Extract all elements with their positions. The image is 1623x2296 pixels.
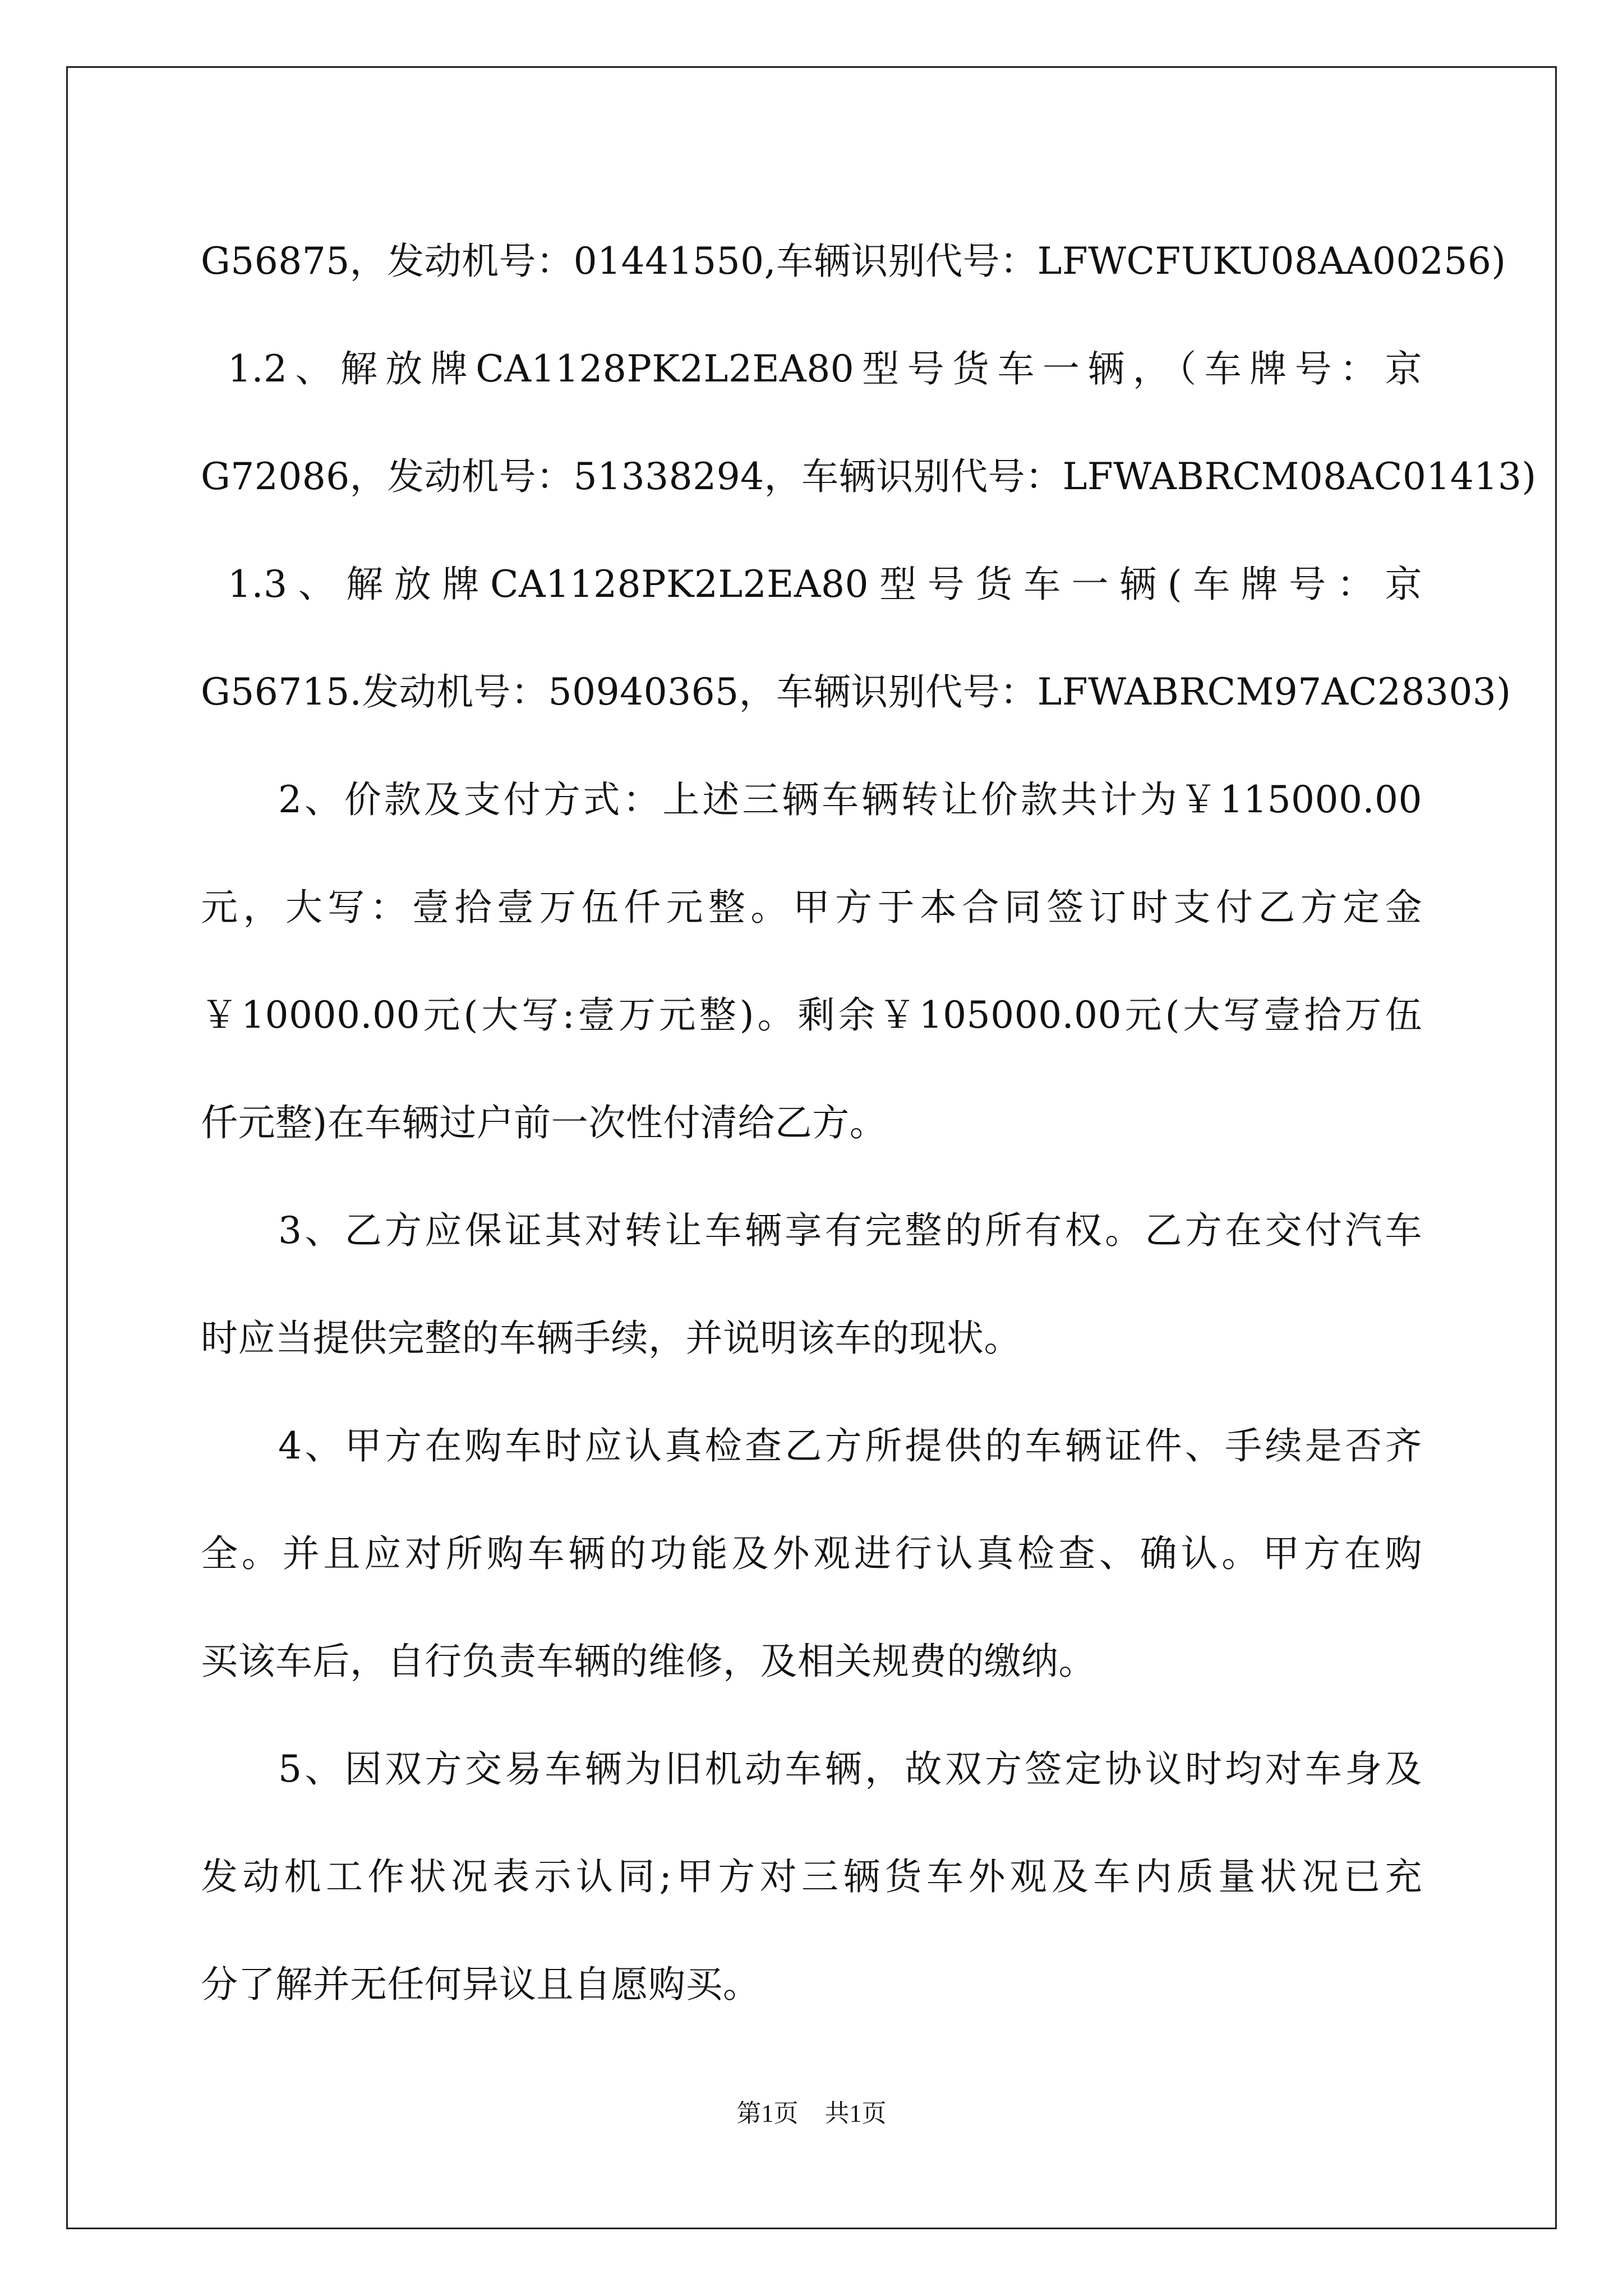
paragraph-line: 1.3、解放牌CA1128PK2L2EA80型号货车一辆(车牌号：京 <box>228 563 1422 606</box>
paragraph-line: 4、甲方在购车时应认真检查乙方所提供的车辆证件、手续是否齐 <box>278 1424 1422 1467</box>
paragraph-line: G72086，发动机号：51338294，车辆识别代号：LFWABRCM08AC01413) <box>201 455 1537 498</box>
page-number-total: 共1页 <box>824 2100 887 2127</box>
paragraph-line: 5、因双方交易车辆为旧机动车辆，故双方签定协议时均对车身及 <box>278 1747 1422 1791</box>
page-number-current: 第1页 <box>736 2100 799 2127</box>
paragraph-line: 1.2、解放牌CA1128PK2L2EA80型号货车一辆，（车牌号：京 <box>228 347 1422 390</box>
paragraph-line: G56875，发动机号：01441550,车辆识别代号：LFWCFUKU08AA00256) <box>201 240 1506 283</box>
paragraph-line: G56715.发动机号：50940365，车辆识别代号：LFWABRCM97AC28303) <box>201 670 1511 714</box>
paragraph-line: ￥10000.00元(大写:壹万元整)。剩余￥105000.00元(大写壹拾万伍 <box>201 993 1422 1037</box>
page-footer <box>0 2097 1623 2131</box>
paragraph-line: 全。并且应对所购车辆的功能及外观进行认真检查、确认。甲方在购 <box>201 1532 1422 1575</box>
paragraph-line: 时应当提供完整的车辆手续，并说明该车的现状。 <box>201 1317 1021 1360</box>
paragraph-line: 分了解并无任何异议且自愿购买。 <box>201 1963 760 2006</box>
paragraph-line: 仟元整)在车辆过户前一次性付清给乙方。 <box>201 1101 887 1144</box>
paragraph-line: 3、乙方应保证其对转让车辆享有完整的所有权。乙方在交付汽车 <box>278 1209 1422 1252</box>
paragraph-line: 2、价款及支付方式：上述三辆车辆转让价款共计为￥115000.00 <box>278 778 1422 821</box>
paragraph-line: 元，大写：壹拾壹万伍仟元整。甲方于本合同签订时支付乙方定金 <box>201 886 1422 929</box>
paragraph-line: 发动机工作状况表示认同;甲方对三辆货车外观及车内质量状况已充 <box>201 1855 1422 1898</box>
paragraph-line: 买该车后，自行负责车辆的维修，及相关规费的缴纳。 <box>201 1640 1096 1683</box>
